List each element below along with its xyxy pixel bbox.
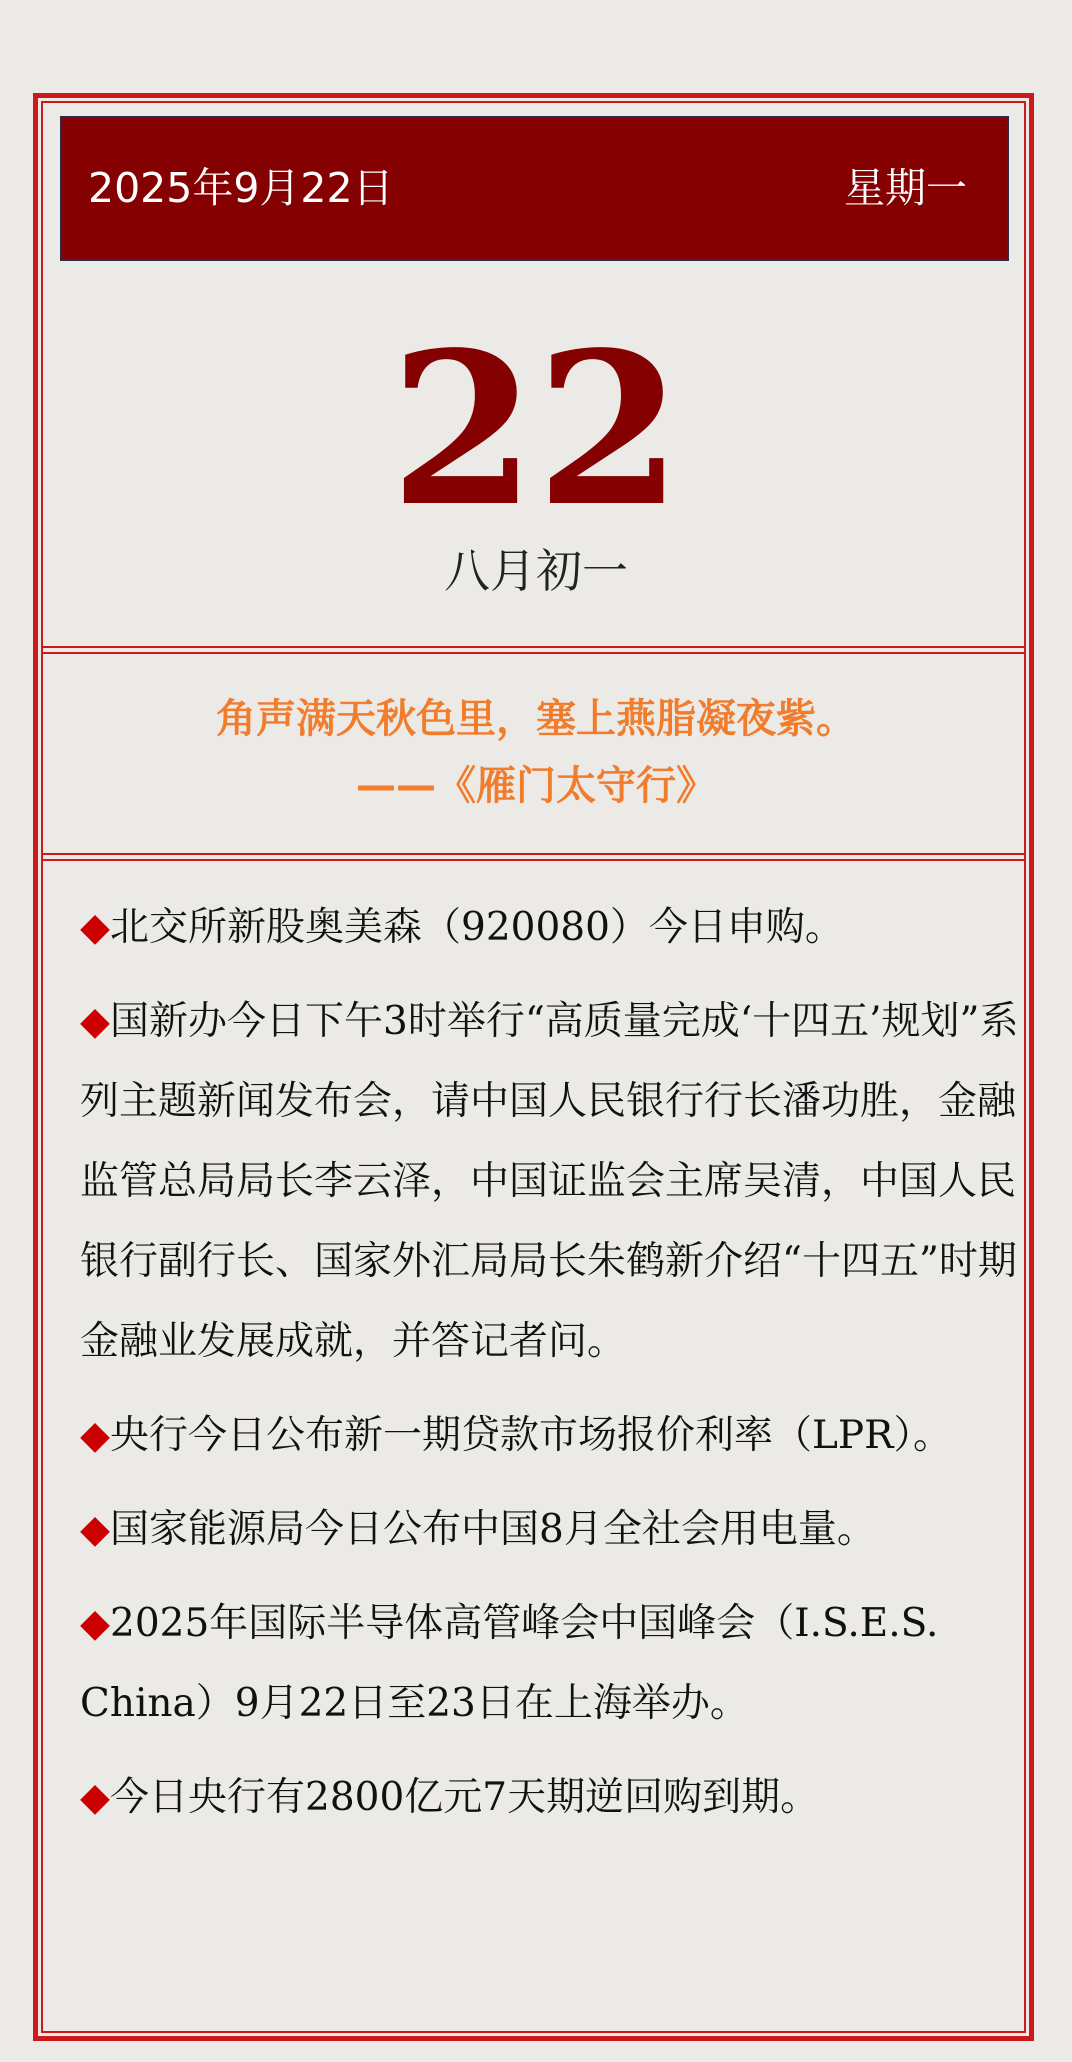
news-text: 今日央行有2800亿元7天期逆回购到期。 xyxy=(110,1775,820,1820)
news-item xyxy=(80,1490,1020,1570)
diamond-bullet-icon: ◆ xyxy=(80,1507,110,1552)
poem-source: ——《雁门太守行》 xyxy=(356,763,716,809)
diamond-bullet-icon: ◆ xyxy=(80,1601,110,1646)
diamond-bullet-icon: ◆ xyxy=(80,905,110,950)
news-item xyxy=(80,982,1020,1382)
news-text: 2025年国际半导体高管峰会中国峰会（I.S.E.S. China）9月22日至23日在上海举办。 xyxy=(80,1601,939,1726)
divider-middle-inner xyxy=(41,859,1026,861)
news-text: 央行今日公布新一期贷款市场报价利率（LPR）。 xyxy=(110,1413,953,1458)
news-item xyxy=(80,1758,1020,1838)
news-list xyxy=(80,888,1020,1852)
news-item xyxy=(80,888,1020,968)
news-text: 国新办今日下午3时举行“高质量完成‘十四五’规划”系列主题新闻发布会，请中国人民银行行长潘功胜，金融监管总局局长李云泽，中国证监会主席吴清，中国人民银行副行长、国家外汇局局长朱鹤新介绍“十四五”时期金融业发展成就，并答记者问。 xyxy=(80,999,1019,1364)
divider-middle xyxy=(41,853,1026,855)
divider-top-inner xyxy=(41,652,1026,654)
poem-line: 角声满天秋色里，塞上燕脂凝夜紫。 xyxy=(216,696,856,742)
date-header xyxy=(60,116,1009,261)
news-item xyxy=(80,1584,1020,1744)
day-number: 22 xyxy=(389,306,683,553)
news-text: 国家能源局今日公布中国8月全社会用电量。 xyxy=(110,1507,876,1552)
diamond-bullet-icon: ◆ xyxy=(80,1775,110,1820)
lunar-date: 八月初一 xyxy=(444,544,628,598)
news-text: 北交所新股奥美森（920080）今日申购。 xyxy=(110,905,844,950)
weekday: 星期一 xyxy=(844,164,967,212)
gregorian-date: 2025年9月22日 xyxy=(88,164,394,212)
diamond-bullet-icon: ◆ xyxy=(80,999,110,1044)
diamond-bullet-icon: ◆ xyxy=(80,1413,110,1458)
divider-top xyxy=(41,646,1026,648)
news-item xyxy=(80,1396,1020,1476)
